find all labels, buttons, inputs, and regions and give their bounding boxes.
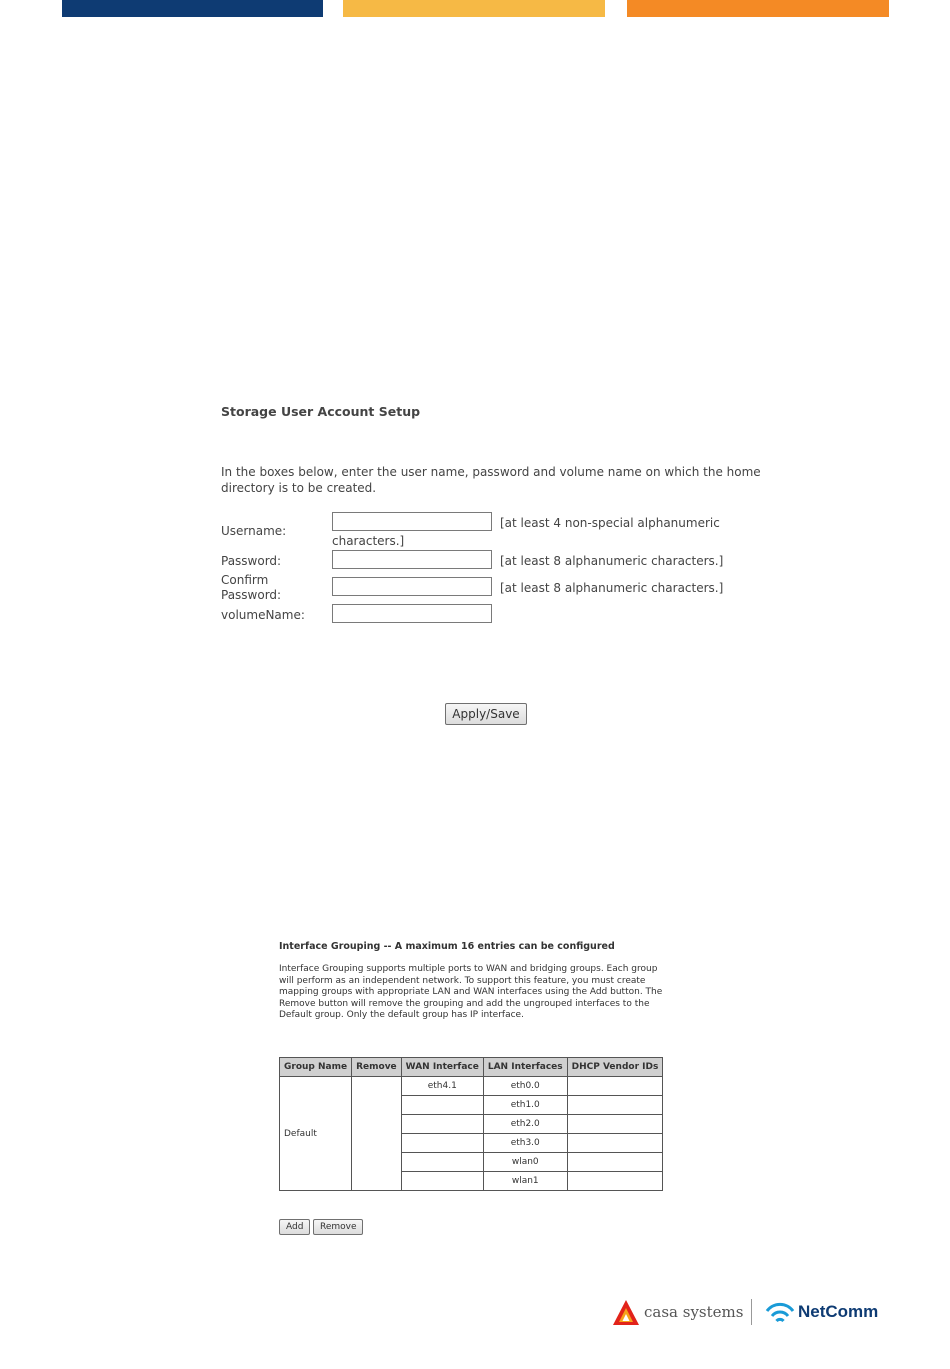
password-hint: [at least 8 alphanumeric characters.]: [500, 554, 724, 568]
username-label: Username:: [221, 524, 287, 538]
dhcp-vendor-cell: [567, 1134, 663, 1153]
confirm-password-input[interactable]: [332, 577, 492, 596]
wan-interface-cell: [401, 1134, 483, 1153]
username-input[interactable]: [332, 512, 492, 531]
casa-systems-logo: casa systems: [644, 1303, 744, 1321]
col-lan-interfaces: LAN Interfaces: [483, 1058, 567, 1077]
wan-interface-cell: [401, 1172, 483, 1191]
table-row: [280, 1077, 663, 1096]
password-input[interactable]: [332, 550, 492, 569]
apply-save-button[interactable]: Apply/Save: [445, 703, 527, 725]
footer-logos: [610, 1295, 910, 1335]
storage-description: In the boxes below, enter the user name, password and volume name on which the home directory is to be created.: [221, 465, 761, 495]
dhcp-vendor-cell: [567, 1172, 663, 1191]
grouping-description: Interface Grouping supports multiple ports to WAN and bridging groups. Each group will perform as an independent network. To support this feature, you must create mapping groups with appropriate LAN and WAN interfaces using the Add button. The Remove button will remove the grouping and add the ungrouped interfaces to the Default group. Only the default group has IP interface.: [279, 964, 663, 1020]
remove-cell: [352, 1077, 402, 1191]
remove-group-button[interactable]: Remove: [313, 1219, 363, 1235]
dhcp-vendor-cell: [567, 1077, 663, 1096]
grouping-table: [279, 1057, 663, 1191]
volume-name-label: volumeName:: [221, 608, 305, 622]
wan-interface-cell: [401, 1096, 483, 1115]
netcomm-logo: NetComm: [798, 1302, 879, 1321]
wifi-arc-icon: [765, 1299, 795, 1327]
lan-interface-cell: eth1.0: [483, 1096, 567, 1115]
col-dhcp-vendor-ids: DHCP Vendor IDs: [567, 1058, 663, 1077]
confirm-label-line2: Password:: [221, 588, 282, 602]
header-bar-blue: [62, 0, 323, 17]
add-group-button[interactable]: Add: [279, 1219, 310, 1235]
lan-interface-cell: eth2.0: [483, 1115, 567, 1134]
dhcp-vendor-cell: [567, 1115, 663, 1134]
username-hint: [at least 4 non-special alphanumeric: [500, 516, 720, 530]
wan-interface-cell: eth4.1: [401, 1077, 483, 1096]
logo-divider: [751, 1299, 752, 1325]
col-group-name: Group Name: [280, 1058, 352, 1077]
col-wan-interface: WAN Interface: [401, 1058, 483, 1077]
header-bar-yellow: [343, 0, 605, 17]
confirm-password-label: [221, 573, 281, 603]
password-label: Password:: [221, 554, 282, 568]
lan-interface-cell: wlan1: [483, 1172, 567, 1191]
username-hint-cont: characters.]: [332, 534, 405, 548]
lan-interface-cell: wlan0: [483, 1153, 567, 1172]
col-remove: Remove: [352, 1058, 402, 1077]
grouping-header-row: [280, 1058, 663, 1077]
grouping-title: Interface Grouping -- A maximum 16 entries can be configured: [279, 941, 615, 952]
volume-name-input[interactable]: [332, 604, 492, 623]
wan-interface-cell: [401, 1153, 483, 1172]
confirm-password-hint: [at least 8 alphanumeric characters.]: [500, 581, 724, 595]
dhcp-vendor-cell: [567, 1096, 663, 1115]
storage-title: Storage User Account Setup: [221, 404, 421, 419]
wan-interface-cell: [401, 1115, 483, 1134]
dhcp-vendor-cell: [567, 1153, 663, 1172]
casa-triangle-icon: [612, 1299, 640, 1327]
confirm-label-line1: Confirm: [221, 573, 269, 587]
lan-interface-cell: eth3.0: [483, 1134, 567, 1153]
group-name-cell: Default: [280, 1077, 352, 1191]
header-bar-orange: [627, 0, 889, 17]
lan-interface-cell: eth0.0: [483, 1077, 567, 1096]
